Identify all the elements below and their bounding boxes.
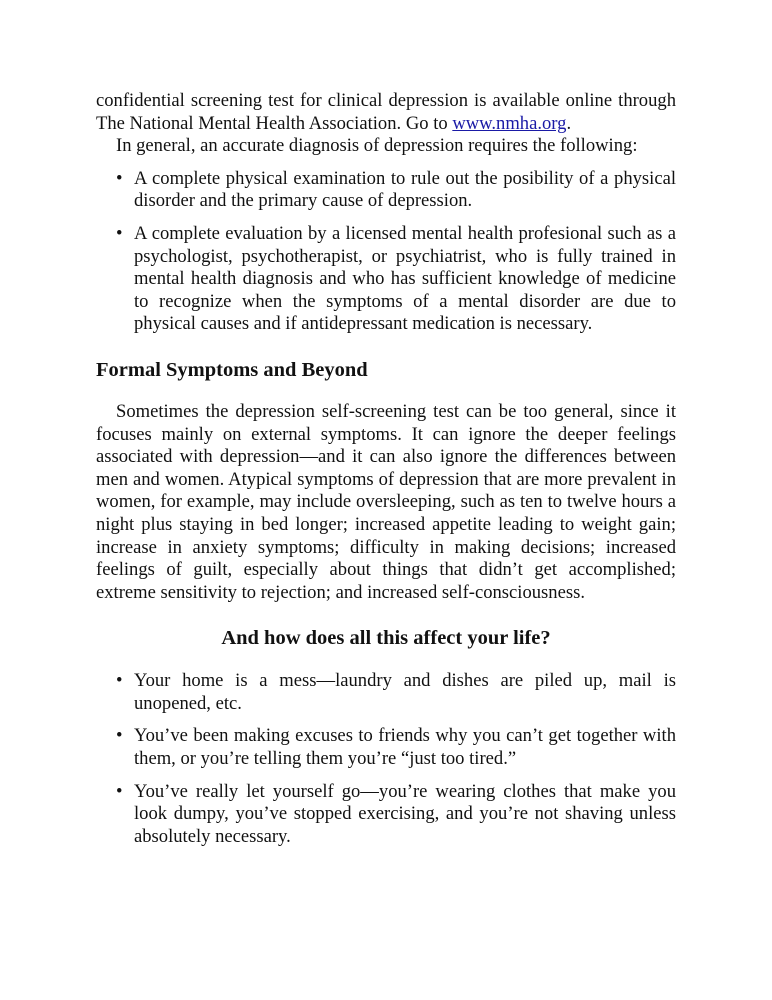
bullet-icon: • xyxy=(116,167,123,189)
bullet-icon: • xyxy=(116,670,123,692)
section-heading-life-impact: And how does all this affect your life? xyxy=(221,627,551,650)
intro-text: confidential screening test for clinical depression is available online through The National Mental Health Association. Go to xyxy=(96,90,676,134)
list-item xyxy=(96,168,676,213)
section-heading-formal-symptoms: Formal Symptoms and Beyond xyxy=(96,358,368,381)
list-item-text: Your home is a mess—laundry and dishes are piled up, mail is unopened, etc. xyxy=(134,670,676,714)
document-page xyxy=(96,90,676,848)
list-item xyxy=(96,781,676,849)
life-impact-list xyxy=(96,670,676,848)
bullet-icon: • xyxy=(116,222,123,244)
intro-period: . xyxy=(566,112,572,134)
list-item-text: A complete physical examination to rule out the posibility of a physical disorder and the primary cause of depression. xyxy=(134,167,676,212)
intro-paragraph xyxy=(96,90,676,135)
list-item xyxy=(96,725,676,770)
list-item-text: A complete evaluation by a licensed mental health profesional such as a psychologist, psychotherapist, or psychiatrist, who is fully trained in mental health diagnosis and who has sufficient knowledge of medicine to recognize when the symptoms of a mental disorder are due to physical causes and if antidepressant medication is necessary. xyxy=(134,222,676,335)
bullet-icon: • xyxy=(116,725,123,747)
diagnosis-lead: In general, an accurate diagnosis of depression requires the following: xyxy=(116,135,638,157)
list-item xyxy=(96,670,676,715)
bullet-icon: • xyxy=(116,780,123,802)
list-item-text: You’ve really let yourself go—you’re wearing clothes that make you look dumpy, you’ve stopped exercising, and you’re not shaving unless absolutely necessary. xyxy=(134,780,676,847)
diagnosis-list xyxy=(96,168,676,336)
nmha-link[interactable]: www.nmha.org xyxy=(452,112,567,134)
list-item-text: You’ve been making excuses to friends why you can’t get together with them, or you’re telling them you’re “just too tired.” xyxy=(134,725,676,770)
formal-symptoms-paragraph: Sometimes the depression self-screening test can be too general, since it focuses mainly on external symptoms. It can ignore the deeper feelings associated with depression—and it can also ignore the differences between men and women. Atypical symptoms of depression that are more prevalent in women, for example, may include oversleeping, such as ten to twelve hours a night plus staying in bed longer; increased appetite leading to weight gain; increase in anxiety symptoms; difficulty in making decisions; increased feelings of guilt, especially about things that didn’t get accomplished; extreme sensitivity to rejection; and increased self-consciousness. xyxy=(96,400,676,603)
list-item xyxy=(96,223,676,336)
